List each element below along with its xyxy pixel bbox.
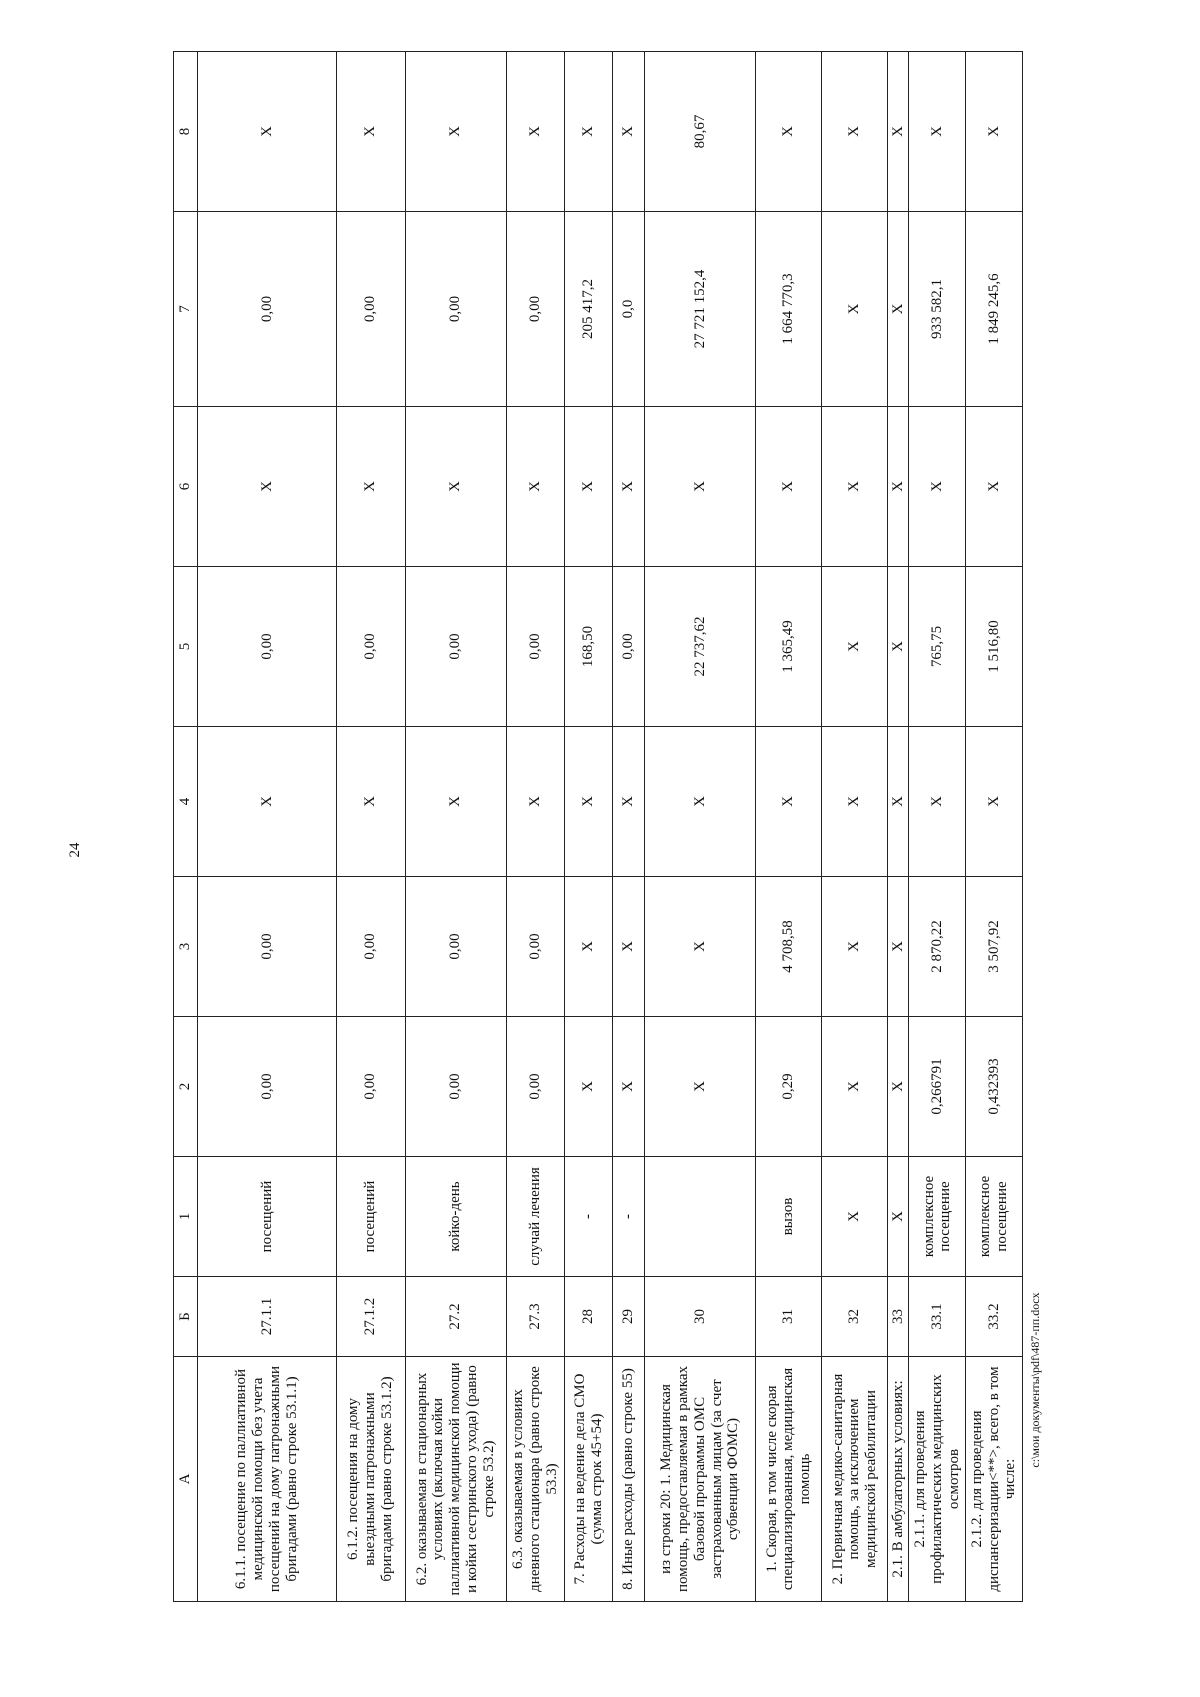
- table-row: [565, 52, 613, 1602]
- table-cell: Х: [888, 1157, 909, 1277]
- data-table: [173, 51, 1023, 1602]
- table-cell: Х: [198, 52, 336, 212]
- column-header: 4: [174, 727, 198, 877]
- table-cell: Х: [888, 52, 909, 212]
- table-cell: 0,00: [336, 1017, 405, 1157]
- table-cell: Х: [644, 1017, 756, 1157]
- table-cell: Х: [888, 1017, 909, 1157]
- table-cell: случай лечения: [506, 1157, 564, 1277]
- table-cell: Х: [405, 727, 506, 877]
- table-cell: 0,00: [612, 567, 644, 727]
- table-cell: Х: [644, 407, 756, 567]
- table-cell: 0,00: [336, 212, 405, 407]
- table-cell: 0,00: [336, 877, 405, 1017]
- table-cell: 80,67: [644, 52, 756, 212]
- table-cell: 0,29: [756, 1017, 822, 1157]
- row-label-cell: 6.1.2. посещения на дому выездными патронажными бригадами (равно строке 53.1.2): [336, 1357, 405, 1602]
- row-label-cell: 6.2. оказываемая в стационарных условиях (включая койки паллиативной медицинской помощи и койки сестринского ухода) (равно строке 53.2): [405, 1357, 506, 1602]
- table-cell: 0,00: [405, 877, 506, 1017]
- table-cell: 1 365,49: [756, 567, 822, 727]
- table-cell: 0,00: [336, 567, 405, 727]
- table-cell: Х: [644, 877, 756, 1017]
- table-cell: 205 417,2: [565, 212, 613, 407]
- table-cell: 933 582,1: [909, 212, 966, 407]
- table-cell: Х: [822, 407, 888, 567]
- table-cell: 4 708,58: [756, 877, 822, 1017]
- table-cell: 0,432393: [966, 1017, 1023, 1157]
- table-cell: Х: [565, 407, 613, 567]
- table-cell: Х: [506, 727, 564, 877]
- table-cell: 0,00: [405, 212, 506, 407]
- table-cell: Х: [612, 727, 644, 877]
- table-cell: Х: [966, 407, 1023, 567]
- table-cell: Х: [198, 407, 336, 567]
- row-label-cell: 6.1.1. посещение по паллиативной медицинской помощи без учета посещений на дому патронажными бригадами (равно строке 53.1.1): [198, 1357, 336, 1602]
- table-cell: 33.1: [909, 1277, 966, 1357]
- column-header: 1: [174, 1157, 198, 1277]
- table-cell: 0,00: [198, 212, 336, 407]
- table-row: [756, 52, 822, 1602]
- row-label-cell: 1. Скорая, в том числе скорая специализированная, медицинская помощь: [756, 1357, 822, 1602]
- table-cell: -: [612, 1157, 644, 1277]
- row-label-cell: 6.3. оказываемая в условиях дневного стационара (равно строке 53.3): [506, 1357, 564, 1602]
- table-cell: [644, 1157, 756, 1277]
- rotated-table-wrapper: [173, 52, 1023, 1602]
- table-cell: 27.2: [405, 1277, 506, 1357]
- row-label-cell: 2.1.2. для проведения диспансеризации<**>, всего, в том числе:: [966, 1357, 1023, 1602]
- table-cell: Х: [612, 877, 644, 1017]
- table-cell: 27.1.2: [336, 1277, 405, 1357]
- table-cell: Х: [888, 877, 909, 1017]
- table-cell: Х: [612, 407, 644, 567]
- table-cell: 0,00: [198, 567, 336, 727]
- table-cell: Х: [966, 727, 1023, 877]
- table-cell: Х: [822, 727, 888, 877]
- table-cell: Х: [756, 52, 822, 212]
- row-label-cell: 7. Расходы на ведение дела СМО (сумма строк 45+54): [565, 1357, 613, 1602]
- column-header: 2: [174, 1017, 198, 1157]
- table-cell: Х: [888, 212, 909, 407]
- table-cell: 33: [888, 1277, 909, 1357]
- table-cell: Х: [565, 877, 613, 1017]
- table-cell: 27 721 152,4: [644, 212, 756, 407]
- table-row: [888, 52, 909, 1602]
- table-cell: Х: [909, 727, 966, 877]
- table-cell: 32: [822, 1277, 888, 1357]
- page-number: 24: [67, 842, 83, 858]
- table-cell: посещений: [198, 1157, 336, 1277]
- table-cell: -: [565, 1157, 613, 1277]
- row-label-cell: 2. Первичная медико-санитарная помощь, за исключением медицинской реабилитации: [822, 1357, 888, 1602]
- table-cell: 31: [756, 1277, 822, 1357]
- table-cell: 28: [565, 1277, 613, 1357]
- table-cell: Х: [506, 52, 564, 212]
- table-cell: Х: [336, 52, 405, 212]
- table-cell: Х: [336, 727, 405, 877]
- table-cell: посещений: [336, 1157, 405, 1277]
- table-cell: Х: [336, 407, 405, 567]
- row-label-cell: 8. Иные расходы (равно строке 55): [612, 1357, 644, 1602]
- column-header: 6: [174, 407, 198, 567]
- column-header: Б: [174, 1277, 198, 1357]
- table-cell: 3 507,92: [966, 877, 1023, 1017]
- table-row: [336, 52, 405, 1602]
- table-cell: Х: [565, 727, 613, 877]
- table-cell: Х: [756, 727, 822, 877]
- table-row: [822, 52, 888, 1602]
- header-row: [174, 52, 198, 1602]
- footer-file-path: c:\мои документы\pdf\487-пп.docx: [1028, 1292, 1042, 1468]
- column-header: 5: [174, 567, 198, 727]
- table-cell: 0,0: [612, 212, 644, 407]
- table-cell: комплексное посещение: [966, 1157, 1023, 1277]
- table-cell: Х: [405, 407, 506, 567]
- table-cell: Х: [909, 407, 966, 567]
- table-cell: 0,00: [506, 877, 564, 1017]
- table-cell: Х: [888, 567, 909, 727]
- table-cell: 0,00: [506, 212, 564, 407]
- table-cell: 168,50: [565, 567, 613, 727]
- table-row: [966, 52, 1023, 1602]
- table-cell: комплексное посещение: [909, 1157, 966, 1277]
- table-cell: Х: [612, 1017, 644, 1157]
- table-row: [506, 52, 564, 1602]
- table-row: [198, 52, 336, 1602]
- table-row: [612, 52, 644, 1602]
- table-cell: 22 737,62: [644, 567, 756, 727]
- table-cell: 0,00: [405, 567, 506, 727]
- column-header: 8: [174, 52, 198, 212]
- table-cell: Х: [198, 727, 336, 877]
- table-cell: 1 849 245,6: [966, 212, 1023, 407]
- row-label-cell: 2.1.1. для проведения профилактических медицинских осмотров: [909, 1357, 966, 1602]
- column-header: А: [174, 1357, 198, 1602]
- table-cell: 765,75: [909, 567, 966, 727]
- table-cell: 30: [644, 1277, 756, 1357]
- table-row: [405, 52, 506, 1602]
- table-cell: Х: [822, 877, 888, 1017]
- table-cell: 29: [612, 1277, 644, 1357]
- table-cell: Х: [822, 1157, 888, 1277]
- table-cell: Х: [888, 407, 909, 567]
- table-cell: Х: [506, 407, 564, 567]
- table-cell: 0,00: [198, 1017, 336, 1157]
- table-cell: 0,00: [506, 567, 564, 727]
- table-cell: 1 516,80: [966, 567, 1023, 727]
- table-row: [909, 52, 966, 1602]
- table-cell: Х: [822, 567, 888, 727]
- table-cell: Х: [644, 727, 756, 877]
- table-cell: Х: [565, 52, 613, 212]
- table-cell: 2 870,22: [909, 877, 966, 1017]
- table-cell: 0,00: [405, 1017, 506, 1157]
- column-header: 3: [174, 877, 198, 1017]
- table-cell: Х: [822, 1017, 888, 1157]
- table-cell: Х: [405, 52, 506, 212]
- table-row: [644, 52, 756, 1602]
- row-label-cell: 2.1. В амбулаторных условиях:: [888, 1357, 909, 1602]
- table-cell: 0,00: [198, 877, 336, 1017]
- table-cell: Х: [565, 1017, 613, 1157]
- table-cell: 27.3: [506, 1277, 564, 1357]
- row-label-cell: из строки 20: 1. Медицинская помощь, предоставляемая в рамках базовой программы ОМС застрахованным лицам (за счет субвенции ФОМС): [644, 1357, 756, 1602]
- table-cell: Х: [909, 52, 966, 212]
- table-cell: Х: [822, 52, 888, 212]
- table-cell: вызов: [756, 1157, 822, 1277]
- table-cell: койко-день: [405, 1157, 506, 1277]
- table-cell: 0,266791: [909, 1017, 966, 1157]
- table-cell: Х: [822, 212, 888, 407]
- table-cell: Х: [612, 52, 644, 212]
- table-cell: 1 664 770,3: [756, 212, 822, 407]
- table-cell: Х: [756, 407, 822, 567]
- table-body: [174, 52, 1023, 1602]
- table-cell: 27.1.1: [198, 1277, 336, 1357]
- table-cell: Х: [888, 727, 909, 877]
- table-cell: 0,00: [506, 1017, 564, 1157]
- table-cell: Х: [966, 52, 1023, 212]
- column-header: 7: [174, 212, 198, 407]
- table-cell: 33.2: [966, 1277, 1023, 1357]
